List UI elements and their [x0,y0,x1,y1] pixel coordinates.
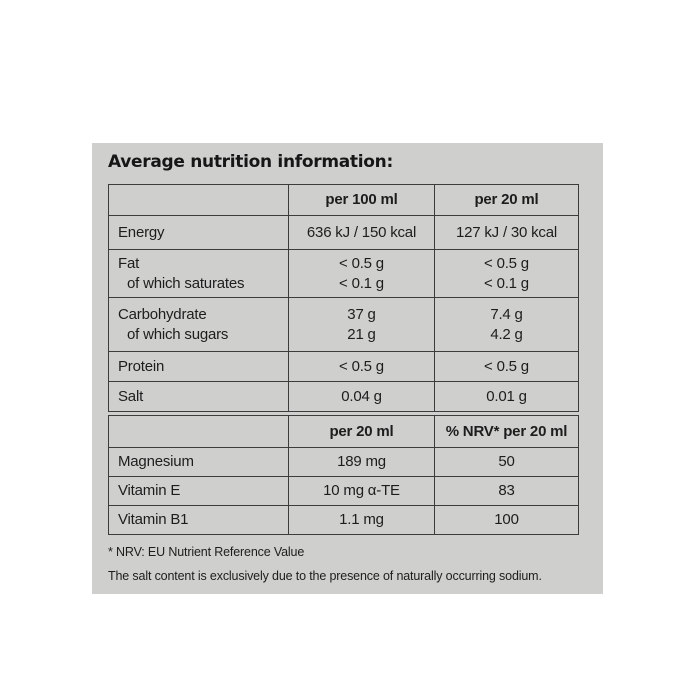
label-title: Average nutrition information: [108,152,393,172]
row-name-cell [109,250,289,298]
row-name: Carbohydrate [118,305,207,323]
nrv-footnote: * NRV: EU Nutrient Reference Value [108,545,305,559]
row-name: Fat [118,254,140,272]
row-per100: 636 kJ / 150 kcal [289,216,435,250]
row-per20: 10 mg α-TE [289,477,435,506]
row-per100: < 0.5 g [339,254,384,272]
row-per100-cell [289,250,435,298]
header-per-100ml: per 100 ml [289,185,435,216]
header-per-20ml: per 20 ml [289,416,435,448]
table-row-vitamin-e [109,477,579,506]
row-per20: 127 kJ / 30 kcal [435,216,579,250]
row-per20-sub: < 0.1 g [484,274,529,292]
row-subname: of which sugars [127,325,229,343]
row-per20-cell [435,250,579,298]
row-per100: 37 g [347,305,376,323]
row-name: Protein [109,352,289,382]
row-name-cell [109,298,289,352]
row-name: Vitamin E [109,477,289,506]
row-subname: of which saturates [127,274,245,292]
row-per20-cell [435,298,579,352]
row-per20: < 0.5 g [435,352,579,382]
table-row-carbohydrate [109,298,579,352]
table-row-fat [109,250,579,298]
header-nrv: % NRV* per 20 ml [435,416,579,448]
table-row-vitamin-b1 [109,506,579,535]
row-per100: 0.04 g [289,382,435,412]
row-per20: < 0.5 g [484,254,529,272]
row-name: Magnesium [109,448,289,477]
row-per20: 7.4 g [490,305,523,323]
table-row-magnesium [109,448,579,477]
vitamin-header-row [109,416,579,448]
row-nrv: 50 [435,448,579,477]
row-per20: 1.1 mg [289,506,435,535]
row-name: Salt [109,382,289,412]
row-nrv: 100 [435,506,579,535]
nutrition-label [92,143,603,594]
nutrition-table [108,184,579,412]
row-per100-sub: 21 g [347,325,376,343]
row-per20-sub: 4.2 g [490,325,523,343]
header-blank [109,185,289,216]
salt-footnote: The salt content is exclusively due to the presence of naturally occurring sodium. [108,569,542,583]
row-name: Energy [109,216,289,250]
table-row-protein [109,352,579,382]
row-per100-sub: < 0.1 g [339,274,384,292]
row-per20: 189 mg [289,448,435,477]
header-blank [109,416,289,448]
row-name: Vitamin B1 [109,506,289,535]
nutrition-header-row [109,185,579,216]
table-row-energy [109,216,579,250]
row-nrv: 83 [435,477,579,506]
row-per100-cell [289,298,435,352]
header-per-20ml: per 20 ml [435,185,579,216]
row-per20: 0.01 g [435,382,579,412]
table-row-salt [109,382,579,412]
row-per100: < 0.5 g [289,352,435,382]
vitamin-table [108,415,579,535]
